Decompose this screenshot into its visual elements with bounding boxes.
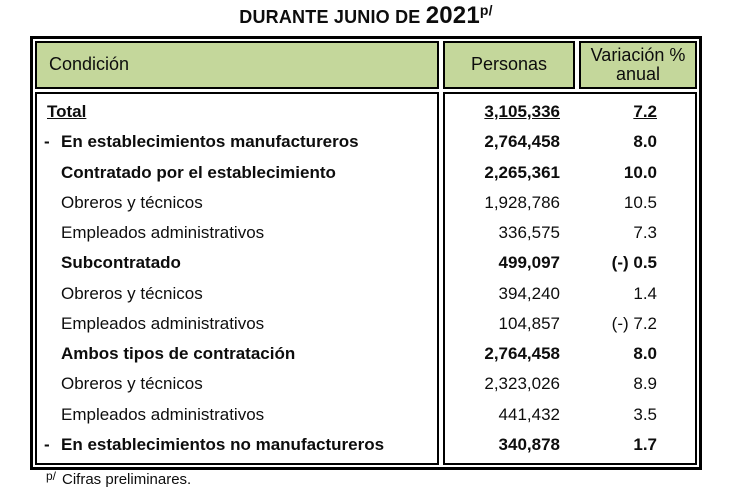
personas-value: 2,764,458 [484,344,560,364]
variacion-value: 1.4 [633,283,657,303]
table-row-values [445,158,695,188]
table-row-values [445,218,695,248]
row-label: Subcontratado [61,253,181,273]
variacion-value: 1.7 [633,434,657,454]
footnote [46,471,191,488]
personas-value: 2,265,361 [484,162,560,182]
table-row-values [445,127,695,157]
personas-value: 340,878 [498,434,560,454]
personas-value: 336,575 [498,223,560,243]
table-row-condition [37,279,437,309]
statistics-table [30,36,702,470]
title-year: 2021 [425,2,480,29]
variacion-value: 8.0 [633,344,657,364]
table-row-values [445,248,695,278]
personas-value: 104,857 [498,313,560,333]
table-row-values [445,188,695,218]
row-label: Empleados administrativos [61,223,265,243]
row-dash: - [44,132,50,152]
table-row-values [445,97,695,127]
table-row-values [445,279,695,309]
table-row-condition [37,430,437,460]
personas-value: 2,323,026 [484,374,560,394]
row-label: En establecimientos no manufactureros [61,434,385,454]
row-label: En establecimientos manufactureros [61,132,359,152]
header-cell-variacion [579,41,697,89]
table-row-condition [37,339,437,369]
table-row-values [445,369,695,399]
header-label-condicion: Condición [49,54,130,75]
page-title [30,2,702,30]
variacion-value: 7.2 [633,102,657,122]
title-text: DURANTE JUNIO DE [239,7,426,27]
footnote-text: Cifras preliminares. [62,471,192,488]
table-row-condition [37,188,437,218]
footnote-marker: p/ [46,469,57,483]
variacion-value: 10.0 [623,162,657,182]
table-row-condition [37,158,437,188]
header-label-personas: Personas [470,54,548,75]
table-row-values [445,309,695,339]
condition-column [35,92,439,465]
table-row-condition [37,248,437,278]
row-label: Obreros y técnicos [61,192,203,212]
table-row-condition [37,369,437,399]
variacion-value: 8.0 [633,132,657,152]
variacion-value: 10.5 [623,192,657,212]
table-row-condition [37,218,437,248]
header-label-variacion: Variación % anual [590,44,686,84]
table-row-values [445,339,695,369]
variacion-value: 7.3 [633,223,657,243]
row-label: Obreros y técnicos [61,283,203,303]
table-row-values [445,430,695,460]
table-row-condition [37,97,437,127]
table-row-values [445,400,695,430]
personas-value: 1,928,786 [484,192,560,212]
table-row-condition [37,127,437,157]
header-cell-condicion [35,41,439,89]
table-header-row [35,41,697,89]
row-dash: - [44,434,50,454]
variacion-value: (-) 0.5 [611,253,657,273]
row-label: Total [47,102,87,122]
table-row-condition [37,309,437,339]
row-label: Contratado por el establecimiento [61,162,336,182]
values-column [443,92,697,465]
title-superscript: p/ [479,2,493,18]
variacion-value: 8.9 [633,374,657,394]
table-row-condition [37,400,437,430]
row-label: Obreros y técnicos [61,374,203,394]
row-label: Ambos tipos de contratación [61,344,296,364]
variacion-value: (-) 7.2 [611,313,657,333]
row-label: Empleados administrativos [61,313,265,333]
personas-value: 3,105,336 [484,102,560,122]
personas-value: 2,764,458 [484,132,560,152]
variacion-value: 3.5 [633,404,657,424]
personas-value: 499,097 [498,253,560,273]
personas-value: 441,432 [498,404,560,424]
header-cell-personas [443,41,575,89]
row-label: Empleados administrativos [61,404,265,424]
table-body [35,92,697,465]
personas-value: 394,240 [498,283,560,303]
